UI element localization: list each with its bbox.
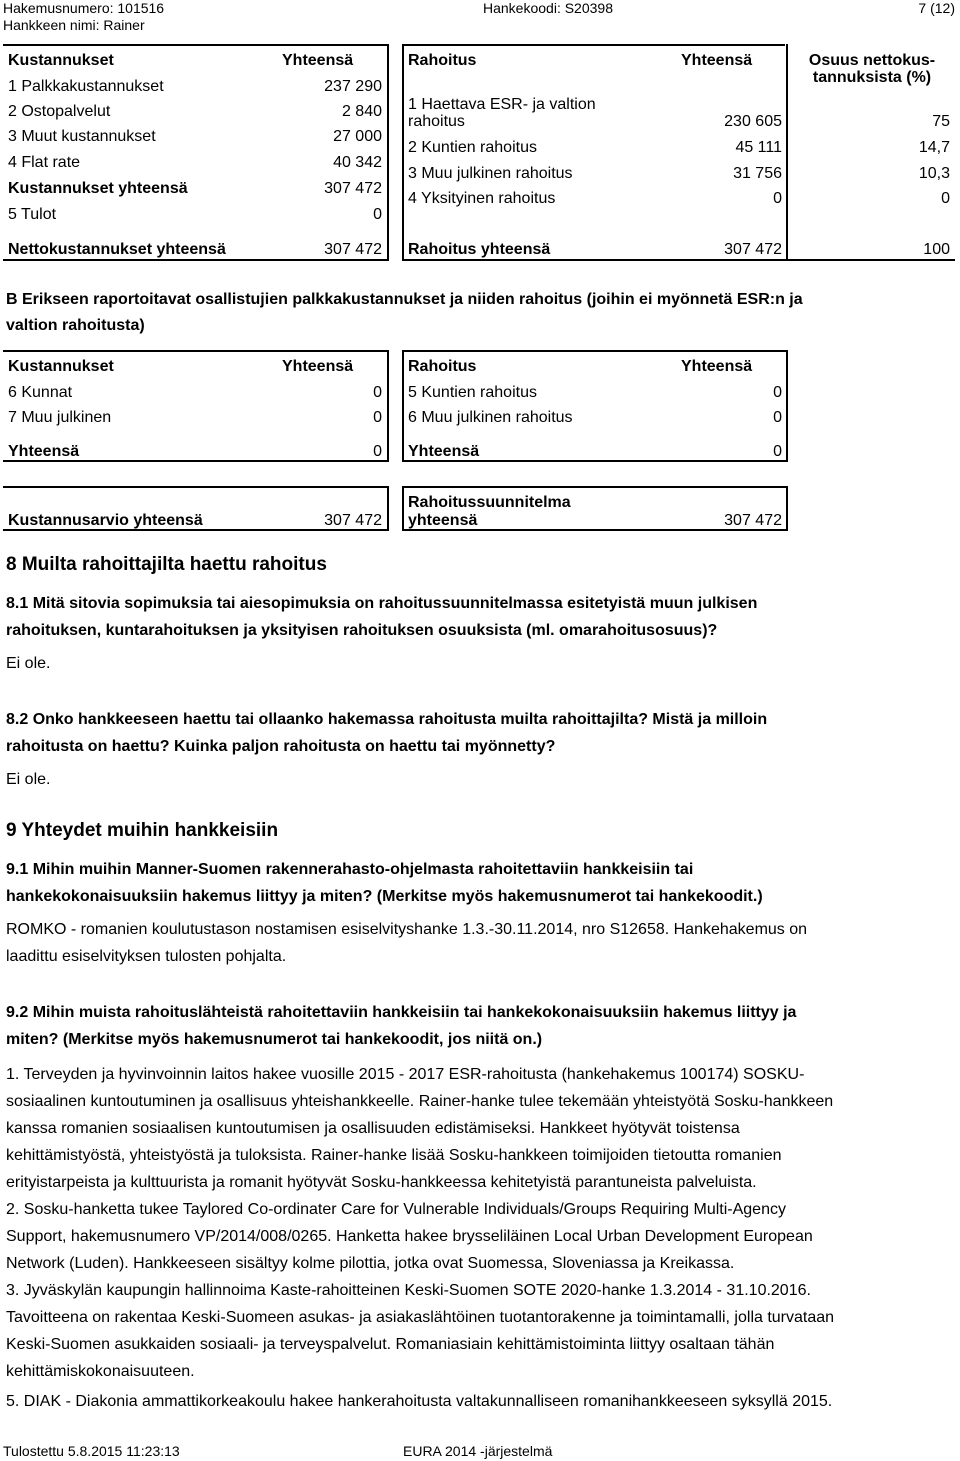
cost-estimate-label: Kustannusarvio yhteensä (8, 512, 203, 529)
question-8-1: 8.1 Mitä sitovia sopimuksia tai aiesopimuksia on rahoitussuunnitelmassa esitetyistä muun julkisen (6, 595, 758, 612)
net-costs-label: Nettokustannukset yhteensä (8, 241, 226, 258)
table-row-value: 31 756 (733, 165, 782, 182)
funding-total-label: Rahoitus yhteensä (408, 241, 551, 258)
section-8-heading: 8 Muilta rahoittajilta haettu rahoitus (6, 554, 327, 575)
answer-line: kehittämiskokonaisuuteen. (6, 1363, 195, 1380)
table-row-value: 230 605 (724, 113, 782, 130)
page-number: 7 (12) (918, 0, 955, 16)
question-8-1-cont: rahoituksen, kuntarahoituksen ja yksityisen rahoituksen osuuksista (ml. omarahoitusosuus)? (6, 622, 718, 639)
separate-costs-total-label: Yhteensä (8, 443, 80, 460)
table-row-value: 0 (373, 206, 382, 223)
table-row-label: 3 Muu julkinen rahoitus (408, 165, 573, 182)
separate-costs-total-value: 0 (373, 443, 382, 460)
answer-line: Tavoitteena on rakentaa Keski-Suomeen asukas- ja asiakaslähtöinen tuotantorakenne ja toimintamalli, jolla turvataan (6, 1309, 835, 1326)
separate-costs-col-total: Yhteensä (282, 358, 354, 375)
table-row-value: 27 000 (333, 128, 382, 145)
table-row-share: 14,7 (918, 139, 950, 156)
table-row-label: 7 Muu julkinen (8, 409, 112, 426)
separate-funding-total-value: 0 (773, 443, 782, 460)
funding-col-total: Yhteensä (681, 52, 753, 69)
project-code: Hankekoodi: S20398 (483, 0, 613, 16)
question-8-2-cont: rahoitusta on haettu? Kuinka paljon rahoitusta on haettu tai myönnetty? (6, 738, 556, 755)
table-row-value: 0 (773, 384, 782, 401)
table-row-label: Kustannukset yhteensä (8, 180, 188, 197)
table-row-label: rahoitus (408, 113, 465, 130)
funding-plan-value: 307 472 (724, 512, 782, 529)
section-b-title-cont: valtion rahoitusta) (6, 317, 145, 334)
table-row-value: 0 (373, 384, 382, 401)
answer-line: Keski-Suomen asukkaiden sosiaali- ja terveyspalvelut. Romaniasiain kehittämistoiminta liittyy osaltaan tähän (6, 1336, 775, 1353)
table-row-label: 5 Tulot (8, 206, 57, 223)
answer-9-1-cont: laadittu esiselvityksen tulosten pohjalta. (6, 948, 287, 965)
funding-col-label: Rahoitus (408, 52, 477, 69)
answer-line: kehittämistyöstä, yhteistyöstä ja tuloksista. Rainer-hanke lisää Sosku-hankkeen toimijoiden tietoutta romanien (6, 1147, 782, 1164)
table-row-label: 6 Muu julkinen rahoitus (408, 409, 573, 426)
answer-line: 1. Terveyden ja hyvinvoinnin laitos hakee vuosille 2015 - 2017 ESR-rahoitusta (hankehakemus 100174) SOSKU- (6, 1066, 805, 1083)
question-9-1: 9.1 Mihin muihin Manner-Suomen rakennerahasto-ohjelmasta rahoitettaviin hankkeisiin tai (6, 861, 694, 878)
answer-line: Support, hakemusnumero VP/2014/008/0265. Hanketta hakee brysseliläinen Local Urban Development European (6, 1228, 813, 1245)
cost-estimate-value: 307 472 (324, 512, 382, 529)
funding-plan-label: Rahoitussuunnitelma (408, 494, 571, 511)
section-9-heading: 9 Yhteydet muihin hankkeisiin (6, 820, 279, 841)
funding-plan-label-cont: yhteensä (408, 512, 478, 529)
table-row-value: 237 290 (324, 78, 382, 95)
separate-funding-col-label: Rahoitus (408, 358, 477, 375)
costs-col-label: Kustannukset (8, 52, 114, 69)
table-row-label: 1 Palkkakustannukset (8, 78, 164, 95)
funding-col-share-1: Osuus nettokus- (808, 52, 936, 69)
table-row-value: 0 (773, 409, 782, 426)
question-9-2-cont: miten? (Merkitse myös hakemusnumerot tai hankekoodit, jos niitä on.) (6, 1031, 543, 1048)
table-row-label: 5 Kuntien rahoitus (408, 384, 537, 401)
answer-line: 2. Sosku-hanketta tukee Taylored Co-ordinater Care for Vulnerable Individuals/Groups Requiring Multi-Agency (6, 1201, 786, 1218)
answer-line: 5. DIAK - Diakonia ammattikorkeakoulu hakee hankerahoitusta valtakunnalliseen romanihankkeeseen syksyllä 2015. (6, 1393, 833, 1410)
table-row-share: 75 (932, 113, 950, 130)
print-timestamp: Tulostettu 5.8.2015 11:23:13 (3, 1443, 180, 1459)
answer-8-2: Ei ole. (6, 771, 51, 788)
question-8-2: 8.2 Onko hankkeeseen haettu tai ollaanko hakemassa rahoitusta muilta rahoittajilta? Mistä ja milloin (6, 711, 768, 728)
table-row-label: 4 Flat rate (8, 154, 81, 171)
table-row-value: 45 111 (735, 139, 782, 156)
answer-line: sosiaalinen kuntoutuminen ja osallisuus yhteishankkeelle. Rainer-hanke tulee tekemään yhteistyötä Sosku-hankkeen (6, 1093, 834, 1110)
question-9-1-cont: hankekokonaisuuksiin hakemus liittyy ja miten? (Merkitse myös hakemusnumerot tai hankekoodit.) (6, 888, 763, 905)
table-row-share: 10,3 (918, 165, 950, 182)
table-row-label: 4 Yksityinen rahoitus (408, 190, 556, 207)
net-costs-value: 307 472 (324, 241, 382, 258)
project-name: Hankkeen nimi: Rainer (3, 17, 145, 33)
separate-funding-total-label: Yhteensä (408, 443, 480, 460)
answer-line: 3. Jyväskylän kaupungin hallinnoima Kaste-rahoitteinen Keski-Suomen SOTE 2020-hanke 1.3.2014 - 31.10.2016. (6, 1282, 811, 1299)
answer-line: Network (Luden). Hankkeeseen sisältyy kolme pilottia, jotka ovat Suomessa, Sloveniassa ja Kreikassa. (6, 1255, 735, 1272)
table-row-label: 6 Kunnat (8, 384, 73, 401)
answer-9-1: ROMKO - romanien koulutustason nostamisen esiselvityshanke 1.3.-30.11.2014, nro S12658. Hankehakemus on (6, 921, 808, 938)
table-row-value: 0 (373, 409, 382, 426)
table-row-value: 307 472 (324, 180, 382, 197)
table-row-value: 40 342 (333, 154, 382, 171)
separate-funding-col-total: Yhteensä (681, 358, 753, 375)
costs-col-total: Yhteensä (282, 52, 354, 69)
section-b-title: B Erikseen raportoitavat osallistujien palkkakustannukset ja niiden rahoitus (joihin ei myönnetä ESR:n ja (6, 291, 803, 308)
table-row-share: 0 (941, 190, 950, 207)
funding-total-share: 100 (923, 241, 950, 258)
table-row-label: 1 Haettava ESR- ja valtion (408, 96, 596, 113)
table-row-label: 3 Muut kustannukset (8, 128, 156, 145)
table-row-label: 2 Kuntien rahoitus (408, 139, 537, 156)
answer-line: erityistarpeista ja kulttuurista ja romanit hyötyvät Sosku-hankkeessa kehitetyistä parantuneista palveluista. (6, 1174, 757, 1191)
system-name: EURA 2014 -järjestelmä (403, 1443, 553, 1459)
funding-total-value: 307 472 (724, 241, 782, 258)
separate-costs-col-label: Kustannukset (8, 358, 114, 375)
table-row-value: 2 840 (341, 103, 382, 120)
question-9-2: 9.2 Mihin muista rahoituslähteistä rahoitettaviin hankkeisiin tai hankekokonaisuuksiin hakemus liittyy ja (6, 1004, 797, 1021)
application-number: Hakemusnumero: 101516 (3, 0, 165, 16)
table-row-value: 0 (773, 190, 782, 207)
table-row-label: 2 Ostopalvelut (8, 103, 111, 120)
funding-col-share-2: tannuksista (%) (812, 69, 932, 86)
answer-line: kanssa romanien sosiaalisen kuntoutumisen ja osallisuuden edistämiseksi. Hankkeet hyötyvät toistensa (6, 1120, 740, 1137)
answer-8-1: Ei ole. (6, 655, 51, 672)
